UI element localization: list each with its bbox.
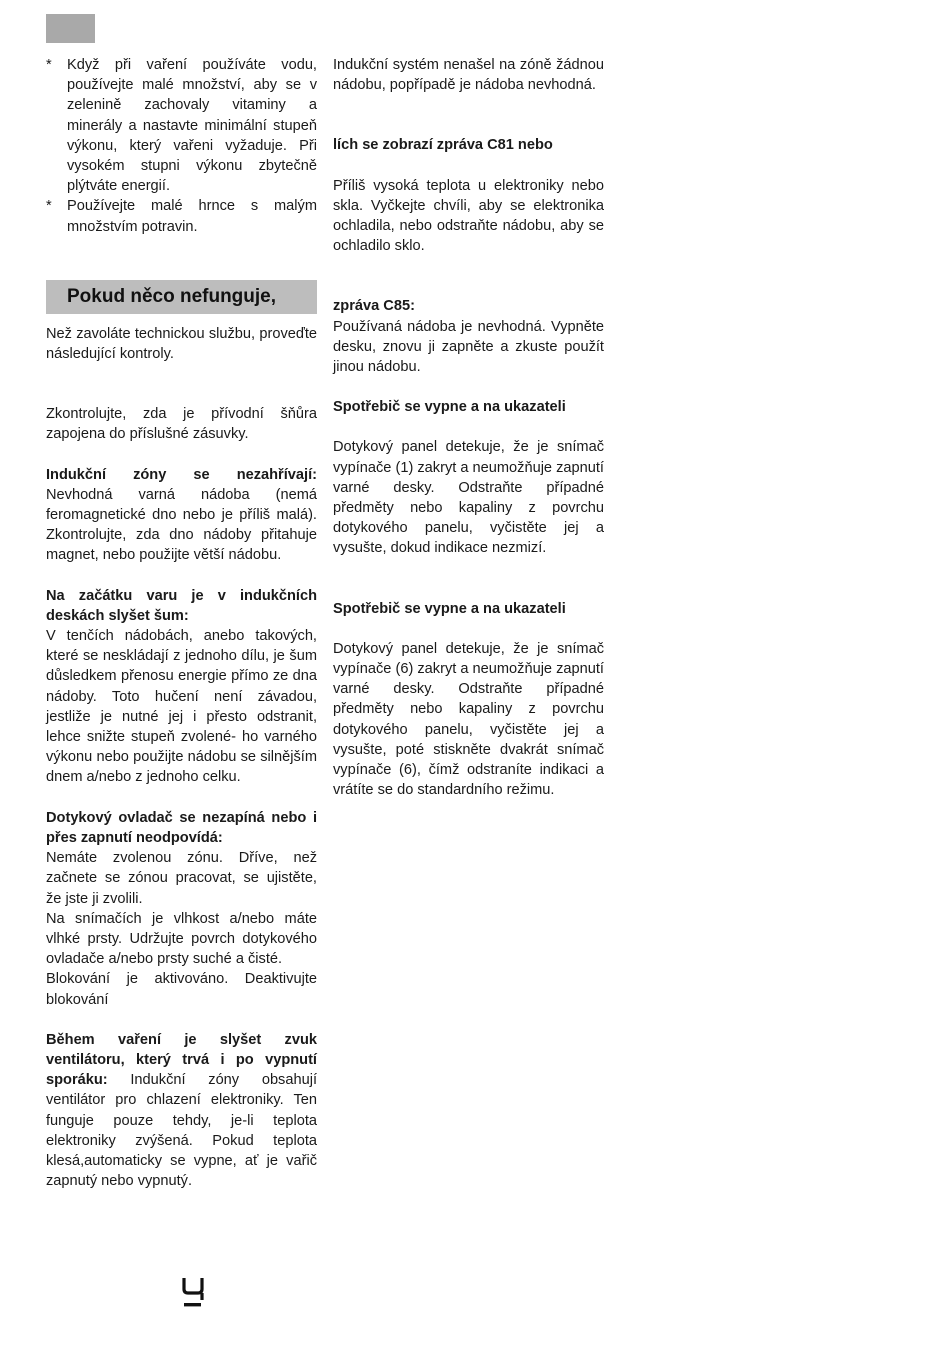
bullet-text: Používejte malé hrnce s malým množstvím potravin. <box>67 198 317 235</box>
touch-text-3: Blokování je aktivováno. Deaktivujte blokování <box>46 971 317 1008</box>
fan-text: Indukční zóny obsahují ventilátor pro chlazení elektroniky. Ten funguje pouze tehdy, je-li teplota elektroniky zvýšená. Pokud teplota klesá,automaticky se vypne, ať je vařič zapnutý nebo vypnutý. <box>46 1072 317 1190</box>
c81-title: lích se zobrazí zpráva C81 nebo <box>333 137 553 154</box>
corner-tab <box>46 14 95 43</box>
bullet-star: * <box>46 198 52 215</box>
intro-text: Než zavoláte technickou službu, proveďte následující kontroly. <box>46 325 317 363</box>
bullet-text: Když při vaření používáte vodu, používejte malé množství, aby se v zelenině zachovaly vitaminy a minerály a nastavte minimální stupeň výkonu, který vařeni vyžaduje. Při vysokém stupni výkonu zbytečně plýtváte energií. <box>67 57 317 195</box>
noise-text: V tenčích nádobách, anebo takových, které se neskládají z jednoho dílu, je šum důsledkem přenosu energie přímo ze dna nádoby. Toto hučení není závadou, jestliže je nutné jej i přesto odstranit, lehce snižte stupeň zvolené- ho varného výkonu nebo použijte nádobu se silnějším dnem a/nebo z jednoho celku. <box>46 628 317 786</box>
right-column <box>333 55 604 800</box>
touch-text-1: Nemáte zvolenou zónu. Dříve, než začnete se zónou pracovat, se ujistěte, že jste ji zvolili. <box>46 850 317 907</box>
fan-title: Během vaření je slyšet zvuk ventilátoru, který trvá i po vypnutí sporáku: <box>46 1031 317 1089</box>
off1-title: Spotřebič se vypne a na ukazateli <box>333 399 566 416</box>
noise-title: Na začátku varu je v indukčních deskách slyšet šum: <box>46 587 317 624</box>
touch-title: Dotykový ovladač se nezapíná nebo i přes zapnutí neodpovídá: <box>46 809 317 846</box>
off2-text: Dotykový panel detekuje, že je snímač vypínače (6) zakryt a neumožňuje zapnutí varné desky. Odstraňte případné předměty nebo kapaliny z povrchu dotykového panelu, vyčistěte jej a vysušte, poté stiskněte dvakrát snímač vypínače (6), čímž odstraníte indikaci a vrátíte se do standardního režimu. <box>333 640 604 799</box>
zones-text: Nevhodná varná nádoba (nemá feromagnetické dno nebo je příliš malá). Zkontrolujte, zda dno nádoby přitahuje magnet, nebo použijte větší nádobu. <box>46 486 317 564</box>
touch-text-2: Na snímačích je vlhkost a/nebo máte vlhké prsty. Udržujte povrch dotykového ovladače a/nebo prsty suché a čisté. <box>46 910 317 968</box>
c81-text: Příliš vysoká teplota u elektroniky nebo skla. Vyčkejte chvíli, aby se elektronika ochladila, nebo odstraňte nádobu, aby se ochladilo sklo. <box>333 177 604 255</box>
check-cord-text: Zkontrolujte, zda je přívodní šňůra zapojena do příslušné zásuvky. <box>46 406 317 443</box>
off1-text: Dotykový panel detekuje, že je snímač vypínače (1) zakryt a neumožňuje zapnutí varné desky. Odstraňte případné předměty nebo kapaliny z povrchu dotykového panelu, vyčistěte jej a vysušte, dokud indikace nezmizí. <box>333 439 604 557</box>
off2-title: Spotřebič se vypne a na ukazateli <box>333 600 566 617</box>
bullet-item <box>46 55 317 196</box>
bullet-star: * <box>46 57 52 73</box>
bullet-item <box>46 196 317 236</box>
c85-text: Používaná nádoba je nevhodná. Vypněte desku, znovu ji zapněte a zkuste použít jinou nádobu. <box>333 318 604 376</box>
section-title: Pokud něco nefunguje, <box>46 280 317 314</box>
c85-title: zpráva C85: <box>333 298 415 315</box>
left-column <box>46 55 317 1191</box>
no-pan-text: Indukční systém nenašel na zóně žádnou nádobu, popřípadě je nádoba nevhodná. <box>333 57 604 94</box>
zones-title: Indukční zóny se nezahřívají: <box>46 466 317 483</box>
page-number-icon <box>181 1276 205 1312</box>
